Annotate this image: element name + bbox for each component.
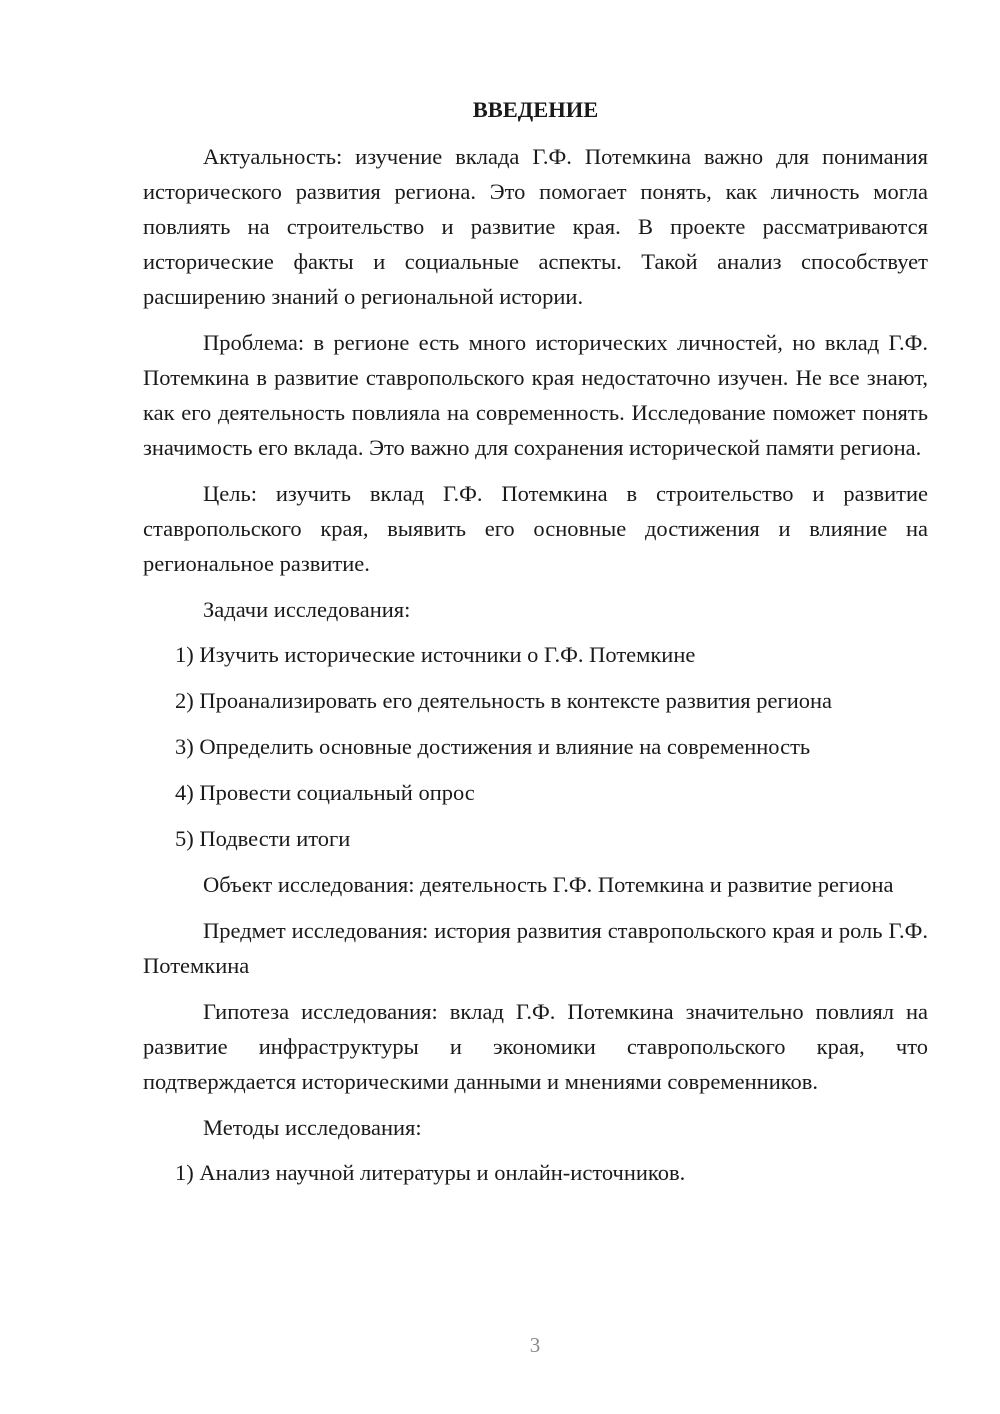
document-page: [143, 92, 928, 1190]
task-item: 1) Изучить исторические источники о Г.Ф. Потемкине: [175, 642, 696, 667]
object-paragraph: Объект исследования: деятельность Г.Ф. Потемкина и развитие региона: [203, 872, 894, 897]
task-item: 3) Определить основные достижения и влияние на современность: [175, 734, 811, 759]
problem-paragraph: Проблема: в регионе есть много исторических личностей, но вклад Г.Ф. Потемкина в развитие ставропольского края недостаточно изучен. Не все знают, как его деятельность повлияла на современность. Исследование поможет понять значимость его вклада. Это важно для сохранения исторической памяти региона.: [143, 330, 928, 460]
subject-paragraph: Предмет исследования: история развития ставропольского края и роль Г.Ф. Потемкина: [143, 918, 928, 978]
task-item: 4) Провести социальный опрос: [175, 780, 475, 805]
page-number: 3: [529, 1333, 541, 1357]
method-item: 1) Анализ научной литературы и онлайн-источников.: [175, 1160, 686, 1185]
methods-label: Методы исследования:: [203, 1115, 422, 1140]
section-heading: ВВЕДЕНИЕ: [472, 97, 599, 122]
goal-paragraph: Цель: изучить вклад Г.Ф. Потемкина в строительство и развитие ставропольского края, выявить его основные достижения и влияние на региональное развитие.: [143, 481, 928, 576]
relevance-paragraph: Актуальность: изучение вклада Г.Ф. Потемкина важно для понимания исторического развития региона. Это помогает понять, как личность могла повлиять на строительство и развитие края. В проекте рассматриваются исторические факты и социальные аспекты. Такой анализ способствует расширению знаний о региональной истории.: [143, 144, 928, 309]
hypothesis-paragraph: Гипотеза исследования: вклад Г.Ф. Потемкина значительно повлиял на развитие инфраструктуры и экономики ставропольского края, что подтверждается историческими данными и мнениями современников.: [143, 999, 928, 1094]
tasks-label: Задачи исследования:: [203, 597, 411, 622]
task-item: 5) Подвести итоги: [175, 826, 351, 851]
task-item: 2) Проанализировать его деятельность в контексте развития региона: [175, 688, 833, 713]
